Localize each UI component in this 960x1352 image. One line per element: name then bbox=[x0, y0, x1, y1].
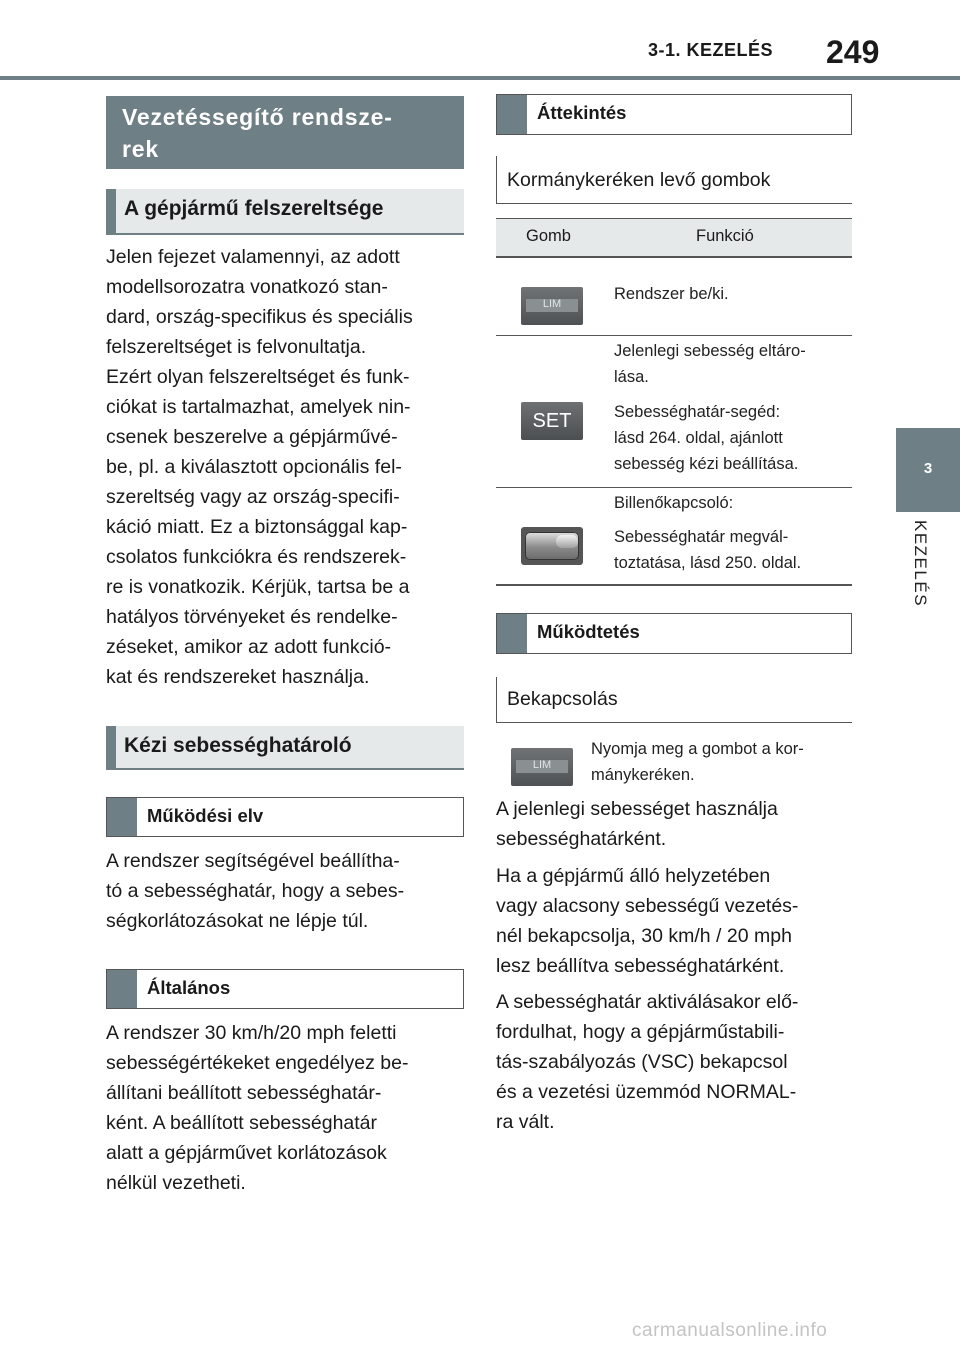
general-heading-text: Általános bbox=[147, 977, 231, 998]
principle-heading-text: Működési elv bbox=[147, 805, 264, 826]
switch-on-label: Bekapcsolás bbox=[496, 677, 852, 723]
overview-heading-text: Áttekintés bbox=[537, 102, 627, 123]
principle-text: A rendszer segítségével beállítha- tó a sebességhatár, hogy a sebes- ségkorlátozásokat ne lépje túl. bbox=[106, 850, 405, 932]
row-divider bbox=[496, 487, 852, 488]
main-title-line: rek bbox=[122, 136, 159, 162]
limiter-heading bbox=[106, 726, 464, 770]
body-paragraph: A sebességhatár aktiválásakor elő- fordulhat, hogy a gépjárműstabili- tás-szabályozás (VSC) bekapcsol és a vezetési üzemmód NORMAL- ra vált. bbox=[496, 991, 799, 1133]
table-row: Sebességhatár-segéd: lásd 264. oldal, ajánlott sebesség kézi beállítása. bbox=[614, 403, 799, 473]
body-paragraph: Ha a gépjármű álló helyzetében vagy alacsony sebességű vezetés- nél bekapcsolja, 30 km/h / 20 mph lesz beállítva sebességhatárként. bbox=[496, 865, 799, 977]
main-title-line: Vezetéssegítő rendsze- bbox=[122, 104, 393, 130]
operation-heading bbox=[496, 613, 852, 654]
main-title bbox=[106, 96, 464, 169]
lim-button-icon: LIM bbox=[521, 287, 583, 325]
limiter-heading-text: Kézi sebességhatároló bbox=[124, 734, 352, 757]
set-button-icon: SET bbox=[521, 402, 583, 440]
col-function-header: Funkció bbox=[696, 227, 754, 245]
table-row: Jelenlegi sebesség eltáro- lása. bbox=[614, 342, 806, 386]
chapter-number: 3 bbox=[923, 460, 933, 477]
page-number: 249 bbox=[826, 34, 880, 70]
equipment-text: Jelen fejezet valamennyi, az adott modellsorozatra vonatkozó stan- dard, ország-specifikus és speciális felszereltséget is felvonultatja. Ezért olyan felszereltséget és funk- ciókat is tartalmazhat, amelyek nin- csenek beszerelve a gépjárművé- be, pl. a kiválasztott opcionális fel- szereltség vagy az ország-specifi- káció miatt. Ez a biztonsággal kap- csolatos funkciókra és rendszerek- re is vonatkozik. Kérjük, tartsa be a hatályos törvényeket és rendelke- zéseket, amikor az adott funkció- kat és rendszereket használja. bbox=[106, 246, 413, 688]
chapter-label: KEZELÉS bbox=[911, 520, 930, 608]
col-button-header: Gomb bbox=[526, 227, 571, 245]
principle-heading bbox=[106, 797, 464, 837]
equipment-heading-text: A gépjármű felszereltsége bbox=[124, 197, 384, 220]
general-text: A rendszer 30 km/h/20 mph feletti sebességértékeket engedélyez be- állítani beállított sebességhatár- ként. A beállított sebességhatár alatt a gépjárművet korlátozások nélkül vezetheti. bbox=[106, 1022, 409, 1194]
table-header bbox=[496, 218, 852, 258]
body-paragraph: A jelenlegi sebességet használja sebességhatárként. bbox=[496, 798, 778, 850]
general-heading bbox=[106, 969, 464, 1009]
press-button-text: Nyomja meg a gombot a kor- mánykeréken. bbox=[591, 740, 804, 784]
rocker-switch-icon bbox=[521, 527, 583, 565]
steering-buttons-label: Kormánykeréken levő gombok bbox=[496, 156, 852, 204]
table-row: Billenőkapcsoló: bbox=[614, 494, 734, 512]
header-rule bbox=[0, 76, 960, 80]
equipment-heading bbox=[106, 189, 464, 235]
lim-button-icon: LIM bbox=[511, 748, 573, 786]
table-row: Rendszer be/ki. bbox=[614, 285, 729, 303]
operation-heading-text: Működtetés bbox=[537, 621, 640, 642]
row-divider bbox=[496, 584, 852, 586]
watermark: carmanualsonline.info bbox=[632, 1320, 828, 1341]
overview-heading bbox=[496, 94, 852, 135]
section-title: 3-1. KEZELÉS bbox=[648, 40, 774, 60]
table-row: Sebességhatár megvál- toztatása, lásd 250. oldal. bbox=[614, 528, 802, 572]
row-divider bbox=[496, 335, 852, 336]
